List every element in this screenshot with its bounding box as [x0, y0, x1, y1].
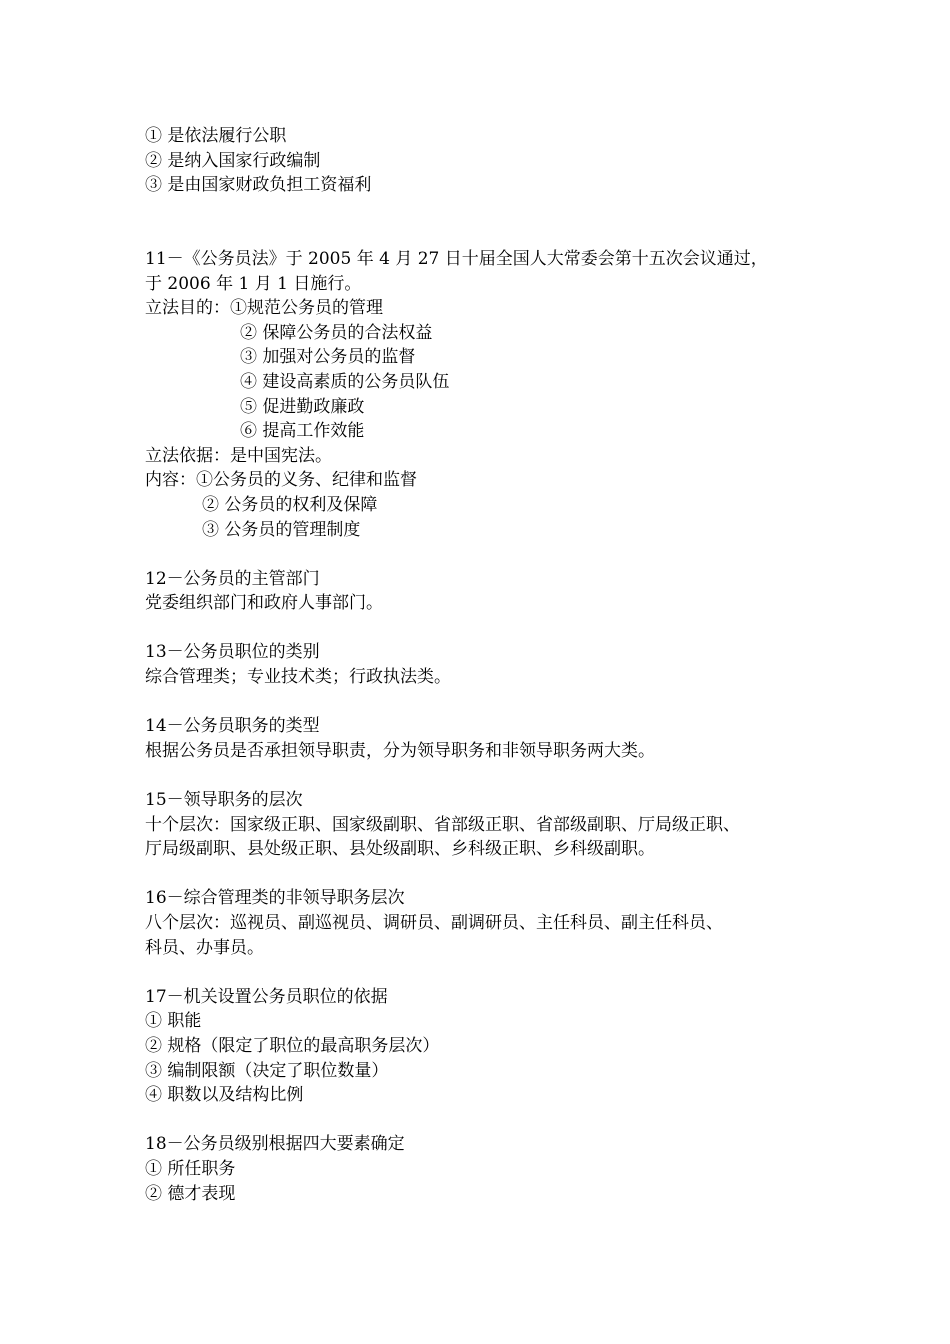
- section-body: 八个层次：巡视员、副巡视员、调研员、副调研员、主任科员、副主任科员、: [145, 913, 723, 933]
- section-16: [145, 886, 835, 960]
- section-11: [145, 247, 835, 542]
- intro-list: [145, 124, 835, 198]
- section-title: 18－公务员级别根据四大要素确定: [145, 1134, 405, 1155]
- section-13: [145, 640, 835, 689]
- content-item: ② 公务员的权利及保障: [202, 494, 378, 515]
- section-body: 十个层次：国家级正职、国家级副职、省部级正职、省部级副职、厅局级正职、: [145, 814, 740, 835]
- purpose-item: ② 保障公务员的合法权益: [240, 322, 433, 343]
- paragraph-line: 于 2006 年 1 月 1 日施行。: [145, 273, 362, 294]
- section-12: [145, 567, 835, 616]
- list-item: ① 是依法履行公职: [145, 126, 287, 146]
- list-item: ① 职能: [145, 1011, 202, 1032]
- list-item: ④ 职数以及结构比例: [145, 1085, 304, 1106]
- section-body: 党委组织部门和政府人事部门。: [145, 593, 383, 614]
- section-body: 根据公务员是否承担领导职责，分为领导职务和非领导职务两大类。: [145, 740, 655, 761]
- document-page: [145, 124, 835, 1206]
- section-14: [145, 714, 835, 763]
- section-title: 16－综合管理类的非领导职务层次: [145, 888, 405, 909]
- section-17: [145, 985, 835, 1108]
- legal-basis: 立法依据：是中国宪法。: [145, 445, 332, 466]
- section-title: 17－机关设置公务员职位的依据: [145, 986, 388, 1007]
- section-title: 15－领导职务的层次: [145, 790, 303, 811]
- purpose-label: 立法目的：①规范公务员的管理: [145, 298, 383, 319]
- content-label: 内容：①公务员的义务、纪律和监督: [145, 470, 417, 491]
- paragraph-line: 11－《公务员法》于 2005 年 4 月 27 日十届全国人大常委会第十五次会议通过，: [145, 248, 768, 269]
- section-18: [145, 1132, 835, 1206]
- list-item: ② 规格（限定了职位的最高职务层次）: [145, 1035, 440, 1056]
- section-title: 13－公务员职位的类别: [145, 642, 320, 663]
- section-body: 科员、办事员。: [145, 937, 264, 958]
- section-body: 综合管理类；专业技术类；行政执法类。: [145, 667, 451, 688]
- content-item: ③ 公务员的管理制度: [202, 519, 361, 540]
- list-item: ③ 编制限额（决定了职位数量）: [145, 1060, 389, 1081]
- section-title: 14－公务员职务的类型: [145, 716, 320, 737]
- section-title: 12－公务员的主管部门: [145, 568, 320, 589]
- purpose-item: ④ 建设高素质的公务员队伍: [240, 371, 450, 392]
- section-body: 厅局级副职、县处级正职、县处级副职、乡科级正职、乡科级副职。: [145, 839, 655, 860]
- purpose-item: ⑥ 提高工作效能: [240, 421, 365, 442]
- purpose-item: ⑤ 促进勤政廉政: [240, 396, 365, 417]
- list-item: ② 德才表现: [145, 1183, 236, 1204]
- list-item: ③ 是由国家财政负担工资福利: [145, 175, 372, 196]
- section-15: [145, 788, 835, 862]
- list-item: ② 是纳入国家行政编制: [145, 150, 321, 171]
- list-item: ① 所任职务: [145, 1158, 236, 1179]
- purpose-item: ③ 加强对公务员的监督: [240, 347, 416, 368]
